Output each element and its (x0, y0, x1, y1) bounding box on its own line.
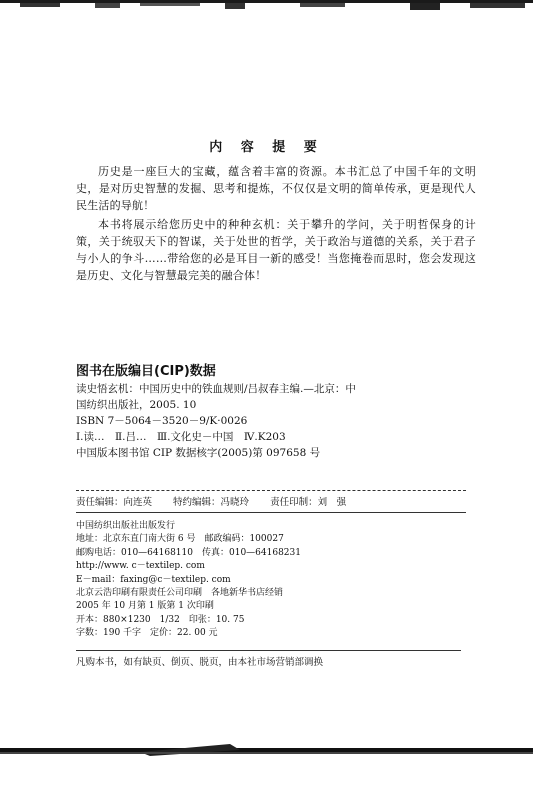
summary-paragraph-2: 本书将展示给您历史中的种种玄机：关于攀升的学问，关于明哲保身的计策，关于统驭天下的智谋，关于处世的哲学，关于政治与道德的关系，关于君子与小人的争斗……带给您的必是耳目一新的感受！当您掩卷而思时，您会发现这是历史、文化与智慧最完美的融合体！ (76, 218, 476, 282)
scan-artifact-bottom (0, 742, 533, 758)
printer: 北京云浩印刷有限责任公司印刷 各地新华书店经销 (76, 588, 284, 599)
cip-record-number: 中国版本图书馆 CIP 数据核字(2005)第 097658 号 (76, 447, 321, 459)
summary-heading: 内 容 提 要 (209, 140, 324, 155)
special-editor: 特约编辑：冯晓玲 (173, 497, 250, 508)
scan-artifact-top (0, 0, 533, 12)
cip-classification: Ⅰ.读… Ⅱ.吕… Ⅲ.文化史－中国 Ⅳ.K203 (76, 431, 286, 443)
return-notice: 凡购本书，如有缺页、倒页、脱页，由本社市场营销部调换 (76, 657, 324, 668)
divider (76, 512, 466, 513)
publisher: 中国纺织出版社出版发行 (76, 521, 176, 531)
print-supervisor: 责任印制：刘 强 (270, 497, 347, 508)
publication-info (76, 520, 476, 641)
email: E－mail：faxing@c－textilep. com (76, 574, 231, 585)
cip-line: 国纺织出版社，2005. 10 (76, 399, 197, 411)
summary-paragraph-1: 历史是一座巨大的宝藏，蕴含着丰富的资源。本书汇总了中国千年的文明史，是对历史智慧的发掘、思考和提炼，不仅仅是文明的简单传承，更是现代人民生活的导航！ (76, 165, 476, 212)
edition: 2005 年 10 月第 1 版第 1 次印刷 (76, 601, 214, 612)
divider (76, 490, 466, 491)
phone-fax: 邮购电话：010—64168110 传真：010—64168231 (76, 547, 301, 558)
address: 地址：北京东直门南大街 6 号 邮政编码：100027 (76, 534, 284, 545)
cip-line: 读史悟玄机：中国历史中的铁血规则/吕叔春主编.—北京：中 (76, 383, 356, 395)
editors-line (76, 494, 476, 508)
website: http://www. c－textilep. com (76, 561, 205, 572)
responsible-editor: 责任编辑：向连英 (76, 497, 153, 508)
divider (76, 650, 461, 651)
word-count-price: 字数：190 千字 定价：22. 00 元 (76, 628, 218, 639)
format: 开本：880×1230 1/32 印张：10. 75 (76, 614, 245, 625)
cip-heading: 图书在版编目(CIP)数据 (76, 364, 216, 379)
cip-block (76, 360, 496, 461)
cip-isbn: ISBN 7－5064－3520－9/K·0026 (76, 415, 248, 427)
